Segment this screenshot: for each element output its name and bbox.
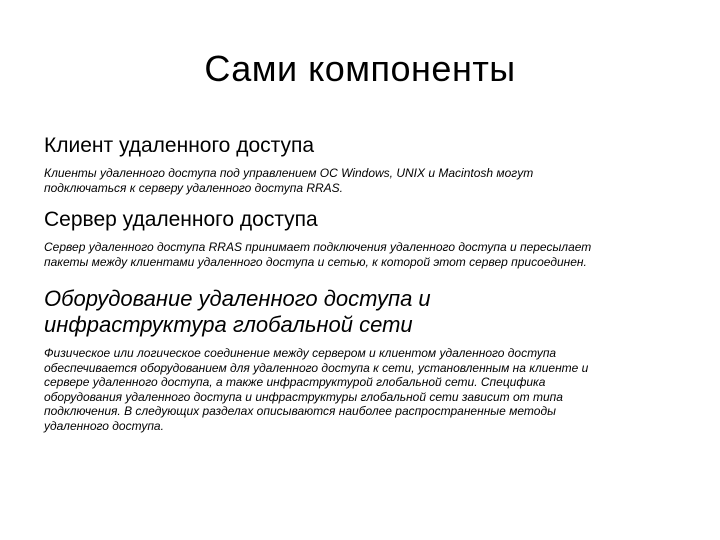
- section-heading: [44, 207, 684, 233]
- description-line: сервере удаленного доступа, а также инфраструктурой глобальной сети. Специфика: [44, 375, 546, 389]
- heading-line: Сервер удаленного доступа: [44, 208, 318, 231]
- description-line: обеспечивается оборудованием для удаленного доступа к сети, установленным на клиенте и: [44, 360, 589, 375]
- description-line: подключения. В следующих разделах описываются наиболее распространенные методы: [44, 404, 556, 418]
- section-remote-access-server: [44, 207, 684, 269]
- section-remote-access-client: [44, 133, 684, 195]
- section-description: [44, 166, 684, 195]
- description-line: Клиенты удаленного доступа под управлением ОС Windows, UNIX и Macintosh могут: [44, 166, 534, 180]
- heading-line: инфраструктура глобальной сети: [44, 312, 413, 337]
- description-line: оборудования удаленного доступа и инфраструктуры глобальной сети зависит от типа: [44, 389, 563, 404]
- section-heading: [44, 286, 684, 338]
- section-heading: [44, 133, 684, 159]
- description-line: Сервер удаленного доступа RRAS принимает подключения удаленного доступа и пересылает: [44, 240, 592, 254]
- heading-line: Оборудование удаленного доступа и: [44, 286, 431, 311]
- section-equipment-and-wan-infrastructure: [44, 286, 684, 433]
- description-line: удаленного доступа.: [44, 418, 164, 433]
- description-line: пакеты между клиентами удаленного доступа и сетью, к которой этот сервер присоединен.: [44, 254, 587, 269]
- description-line: подключаться к серверу удаленного доступа RRAS.: [44, 180, 344, 195]
- section-description: [44, 240, 684, 269]
- heading-line: Клиент удаленного доступа: [44, 134, 315, 157]
- slide-title: Сами компоненты: [204, 48, 516, 89]
- section-description: [44, 346, 684, 433]
- description-line: Физическое или логическое соединение между сервером и клиентом удаленного доступа: [44, 346, 557, 360]
